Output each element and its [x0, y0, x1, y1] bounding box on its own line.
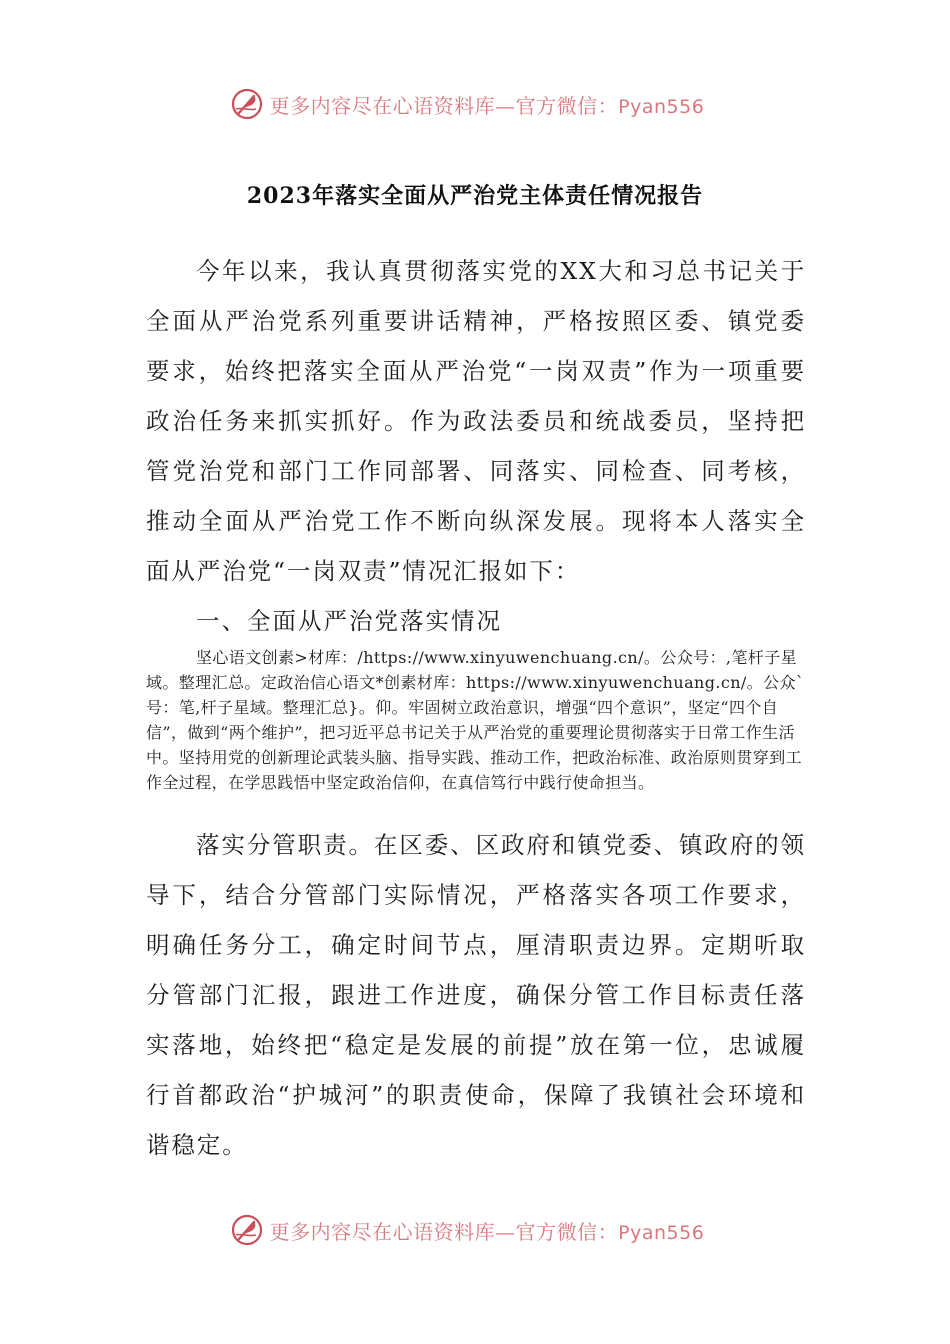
footer-banner-text — [270, 1216, 705, 1245]
footer-banner-text-cn: 更多内容尽在心语资料库—官方微信： — [269, 1219, 619, 1244]
footer-banner — [0, 1210, 950, 1250]
section1-small-paragraph: 坚心语文创素>材库：/https://www.xinyuwenchuang.cn/。公众号：,笔杆子星域。整理汇总。定政治信心语文*创素材库：https://www.xinyuwenchuang.cn/。公众`号：笔,杆子星域。整理汇总}。仰。牢固树立政治意识，增强“四个意识”，坚定“四个自信”，做到“两个维护”，把习近平总书记关于从严治党的重要理论贯彻落实于日常工作生活中。坚持用党的创新理论武装头脑、指导实践、推动工作，把政治标准、政治原则贯穿到工作全过程，在学思践悟中坚定政治信仰，在真信笃行中践行使命担当。 — [146, 648, 805, 792]
section1-heading: 一、全面从严治党落实情况 — [196, 607, 502, 635]
header-banner-text — [270, 90, 705, 119]
quill-logo-icon — [230, 1213, 264, 1247]
footer-banner-content — [230, 1213, 705, 1247]
document-title: 2023年落实全面从严治党主体责任情况报告 — [246, 183, 704, 209]
header-banner — [0, 84, 950, 124]
header-banner-text-id: Pyan556 — [618, 95, 705, 118]
intro-paragraph: 今年以来，我认真贯彻落实党的XX大和习总书记关于全面从严治党系列重要讲话精神，严格按照区委、镇党委要求，始终把落实全面从严治党“一岗双责”作为一项重要政治任务来抓实抓好。作为政法委员和统战委员，坚持把管党治党和部门工作同部署、同落实、同检查、同考核，推动全面从严治党工作不断向纵深发展。现将本人落实全面从严治党“一岗双责”情况汇报如下： — [146, 257, 806, 585]
footer-banner-text-id: Pyan556 — [618, 1221, 705, 1244]
section1-paragraph-2: 落实分管职责。在区委、区政府和镇党委、镇政府的领导下，结合分管部门实际情况，严格落实各项工作要求，明确任务分工，确定时间节点，厘清职责边界。定期听取分管部门汇报，跟进工作进度，确保分管工作目标责任落实落地，始终把“稳定是发展的前提”放在第一位，忠诚履行首都政治“护城河”的职责使命，保障了我镇社会环境和谐稳定。 — [146, 831, 806, 1159]
header-banner-content — [230, 87, 705, 121]
intro-block — [146, 246, 806, 596]
quill-logo-icon — [230, 87, 264, 121]
header-banner-text-cn: 更多内容尽在心语资料库—官方微信： — [269, 93, 619, 118]
section1-block-2 — [146, 820, 806, 1170]
